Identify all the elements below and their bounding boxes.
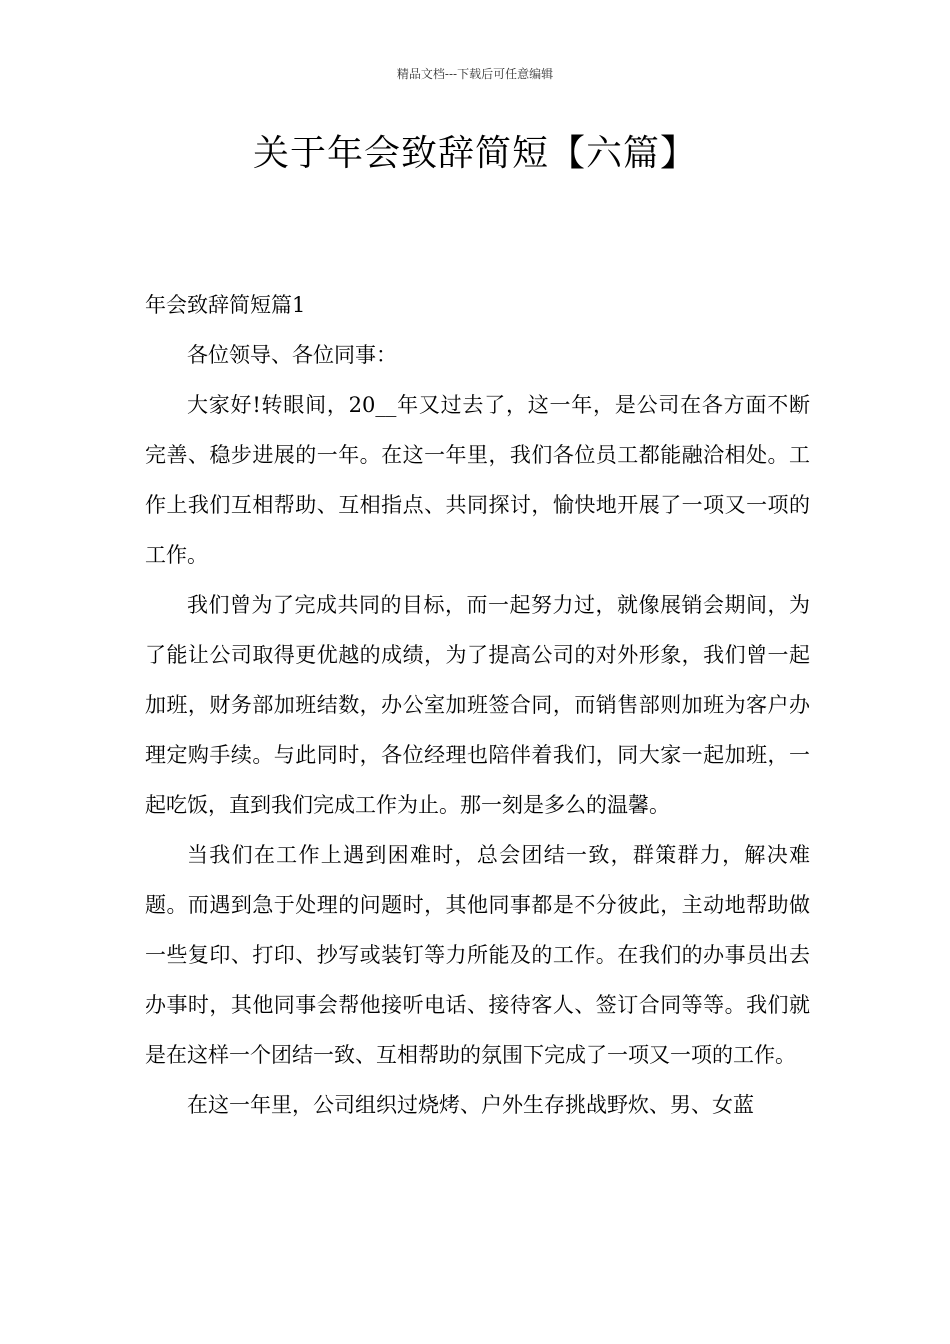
section-heading: 年会致辞简短篇1 [145,293,306,317]
document-body [145,280,810,1130]
body-paragraph: 当我们在工作上遇到困难时，总会团结一致，群策群力，解决难题。而遇到急于处理的问题时，其他同事都是不分彼此，主动地帮助做一些复印、打印、抄写或装钉等力所能及的工作。在我们的办事员出去办事时，其他同事会帮他接听电话、接待客人、签订合同等等。我们就是在这样一个团结一致、互相帮助的氛围下完成了一项又一项的工作。 [145,843,810,1067]
document-title: 关于年会致辞简短【六篇】 [252,133,697,174]
body-paragraph: 大家好!转眼间，20__年又过去了，这一年，是公司在各方面不断完善、稳步进展的一年。在这一年里，我们各位员工都能融洽相处。工作上我们互相帮助、互相指点、共同探讨，愉快地开展了一项又一项的工作。 [145,393,810,567]
header-note: 精品文档---下载后可任意编辑 [396,67,554,81]
body-paragraph: 在这一年里，公司组织过烧烤、户外生存挑战野炊、男、女蓝 [187,1093,754,1117]
body-paragraph: 我们曾为了完成共同的目标，而一起努力过，就像展销会期间，为了能让公司取得更优越的成绩，为了提高公司的对外形象，我们曾一起加班，财务部加班结数，办公室加班签合同，而销售部则加班为客户办理定购手续。与此同时，各位经理也陪伴着我们，同大家一起加班，一起吃饭，直到我们完成工作为止。那一刻是多么的温馨。 [145,593,810,817]
salutation-paragraph: 各位领导、各位同事： [187,343,397,367]
